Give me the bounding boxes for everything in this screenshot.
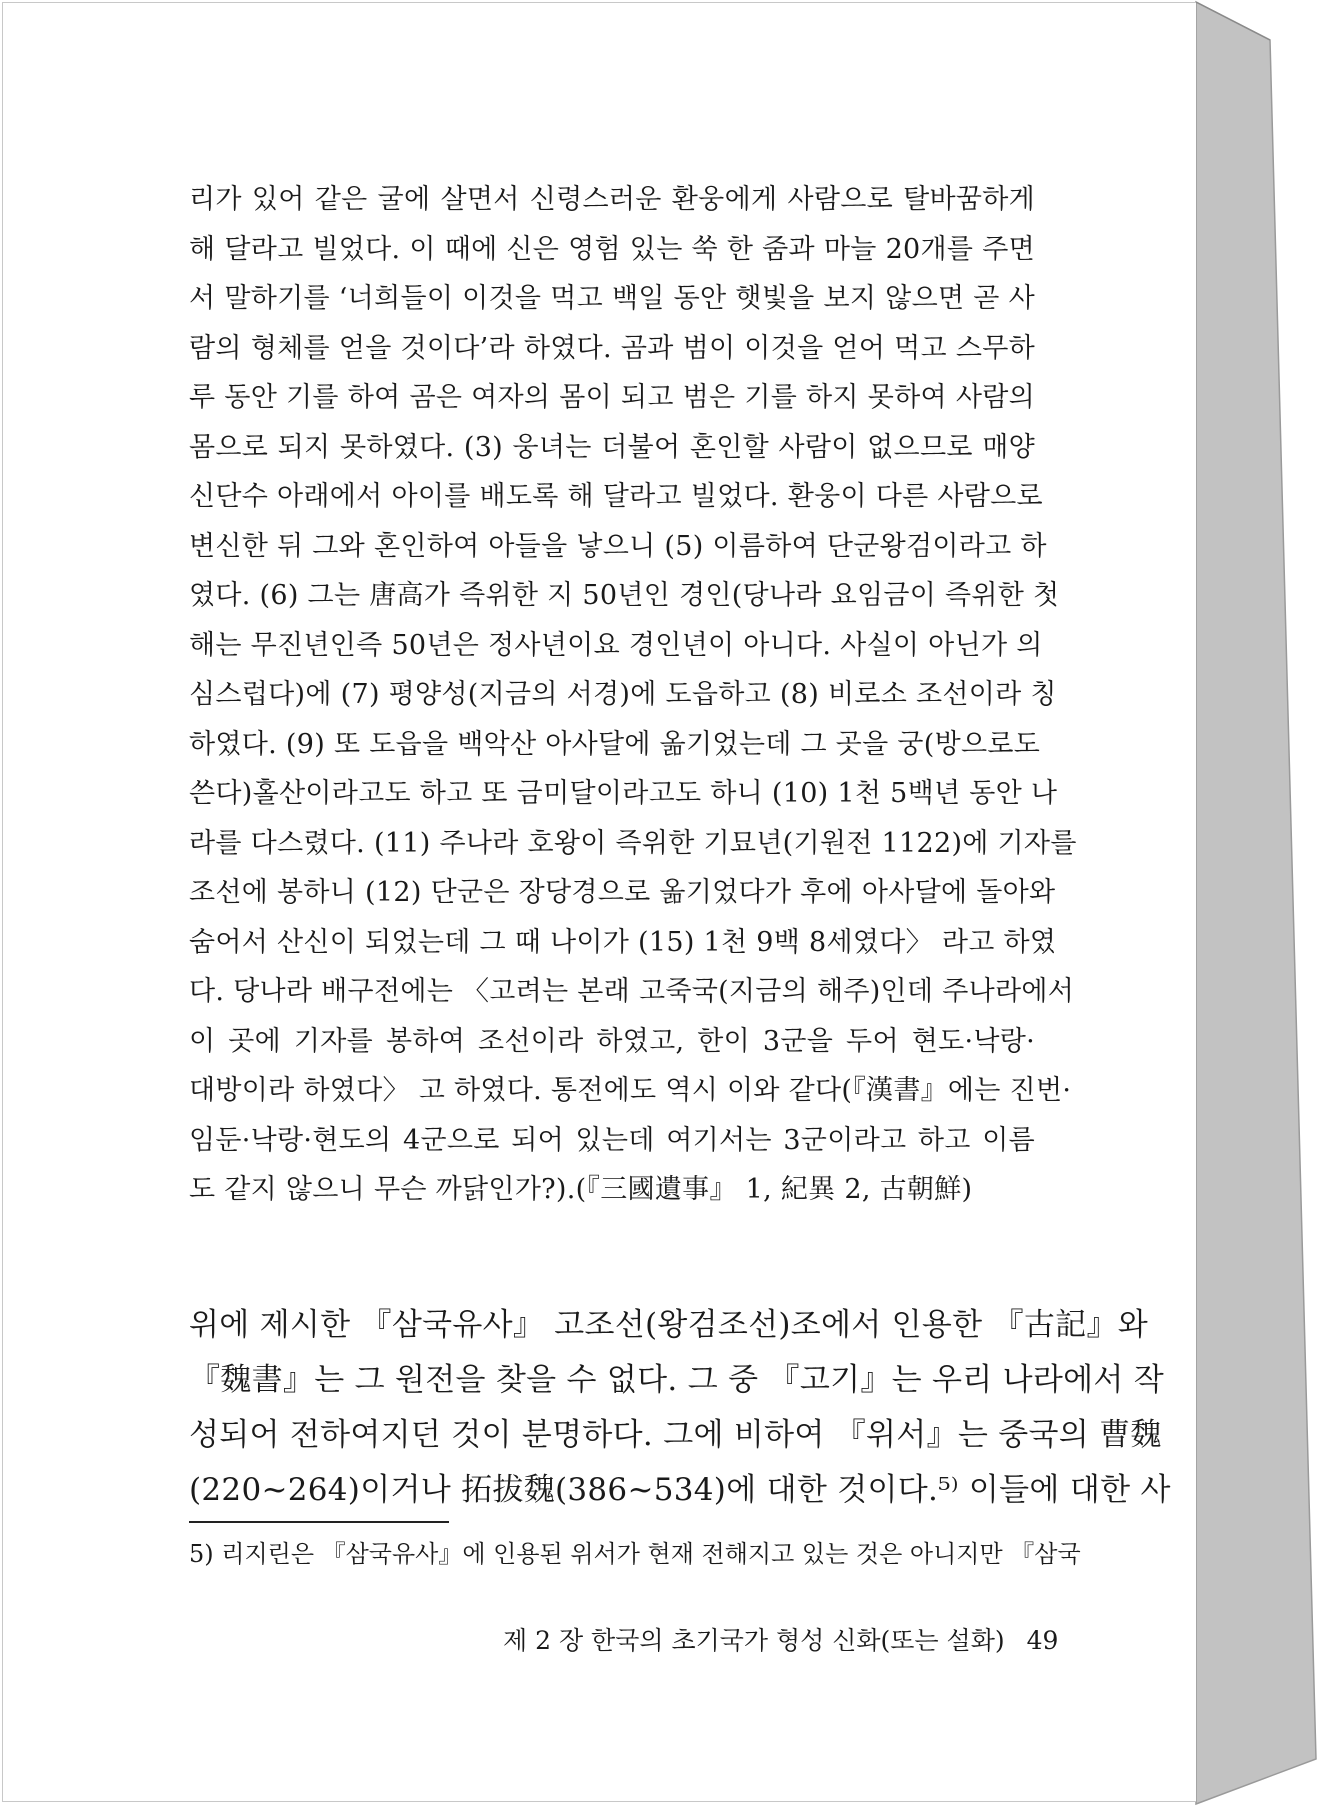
body-line: (220~264)이거나 拓拔魏(386~534)에 대한 것이다.⁵⁾ 이들에 대한 사	[189, 1472, 1171, 1508]
quote-line: 리가 있어 같은 굴에 살면서 신령스러운 환웅에게 사람으로 탈바꿈하게	[189, 184, 1035, 215]
quote-line: 대방이라 하였다〉 고 하였다. 통전에도 역시 이와 같다(『漢書』에는 진번·	[189, 1075, 1072, 1106]
footnote: 5) 리지린은 『삼국유사』에 인용된 위서가 현재 전해지고 있는 것은 아니지만 『삼국	[189, 1540, 1081, 1568]
quote-line: 라를 다스렸다. (11) 주나라 호왕이 즉위한 기묘년(기원전 1122)에 기자를	[189, 827, 1077, 859]
body-paragraph	[189, 1298, 1171, 1518]
body-line: 성되어 전하여지던 것이 분명하다. 그에 비하여 『위서』는 중국의 曹魏	[189, 1417, 1162, 1453]
quote-line: 였다. (6) 그는 唐高가 즉위한 지 50년인 경인(당나라 요임금이 즉위한 첫	[189, 580, 1060, 611]
quote-line: 루 동안 기를 하여 곰은 여자의 몸이 되고 범은 기를 하지 못하여 사람의	[189, 382, 1035, 413]
quote-line: 서 말하기를 ‘너희들이 이것을 먹고 백일 동안 햇빛을 보지 않으면 곧 사	[189, 283, 1035, 314]
quote-line: 임둔·낙랑·현도의 4군으로 되어 있는데 여기서는 3군이라고 하고 이름	[189, 1124, 1035, 1156]
quote-line: 다. 당나라 배구전에는 〈고려는 본래 고죽국(지금의 해주)인데 주나라에서	[189, 976, 1075, 1007]
quote-line: 도 같지 않으니 무슨 까닭인가?).(『三國遺事』 1, 紀異 2, 古朝鮮)	[189, 1174, 973, 1205]
quote-line: 변신한 뒤 그와 혼인하여 아들을 낳으니 (5) 이름하여 단군왕검이라고 하	[189, 530, 1047, 562]
quote-line: 하였다. (9) 또 도읍을 백악산 아사달에 옮기었는데 그 곳을 궁(방으로도	[189, 728, 1041, 760]
quote-line: 람의 형체를 얻을 것이다’라 하였다. 곰과 범이 이것을 얻어 먹고 스무하	[189, 332, 1035, 364]
quote-line: 이 곳에 기자를 봉하여 조선이라 하였고, 한이 3군을 두어 현도·낙랑·	[189, 1025, 1035, 1057]
page-number: 49	[1026, 1626, 1059, 1655]
quote-line: 몸으로 되지 못하였다. (3) 웅녀는 더불어 혼인할 사람이 없으므로 매양	[189, 431, 1035, 463]
quote-line: 신단수 아래에서 아이를 배도록 해 달라고 빌었다. 환웅이 다른 사람으로	[189, 481, 1043, 512]
running-footer	[503, 1621, 1059, 1661]
footnote-rule	[189, 1521, 449, 1523]
quotation-block	[189, 175, 1077, 1215]
quote-line: 쓴다)홀산이라고도 하고 또 금미달이라고도 하니 (10) 1천 5백년 동안 나	[189, 778, 1058, 809]
book-thickness-face	[1196, 2, 1316, 1804]
quote-line: 조선에 봉하니 (12) 단군은 장당경으로 옮기었다가 후에 아사달에 돌아와	[189, 877, 1056, 908]
body-line: 위에 제시한 『삼국유사』 고조선(왕검조선)조에서 인용한 『古記』와	[189, 1307, 1149, 1343]
quote-line: 해 달라고 빌었다. 이 때에 신은 영험 있는 쑥 한 줌과 마늘 20개를 주면	[189, 233, 1035, 265]
chapter-title: 제 2 장 한국의 초기국가 형성 신화(또는 설화)	[503, 1626, 1005, 1655]
book-page	[2, 2, 1196, 1802]
quote-line: 심스럽다)에 (7) 평양성(지금의 서경)에 도읍하고 (8) 비로소 조선이라 칭	[189, 679, 1057, 710]
body-line: 『魏書』는 그 원전을 찾을 수 없다. 그 중 『고기』는 우리 나라에서 작	[189, 1362, 1165, 1398]
quote-line: 숨어서 산신이 되었는데 그 때 나이가 (15) 1천 9백 8세였다〉 라고 하였	[189, 926, 1057, 958]
quote-line: 해는 무진년인즉 50년은 정사년이요 경인년이 아니다. 사실이 아닌가 의	[189, 629, 1043, 661]
